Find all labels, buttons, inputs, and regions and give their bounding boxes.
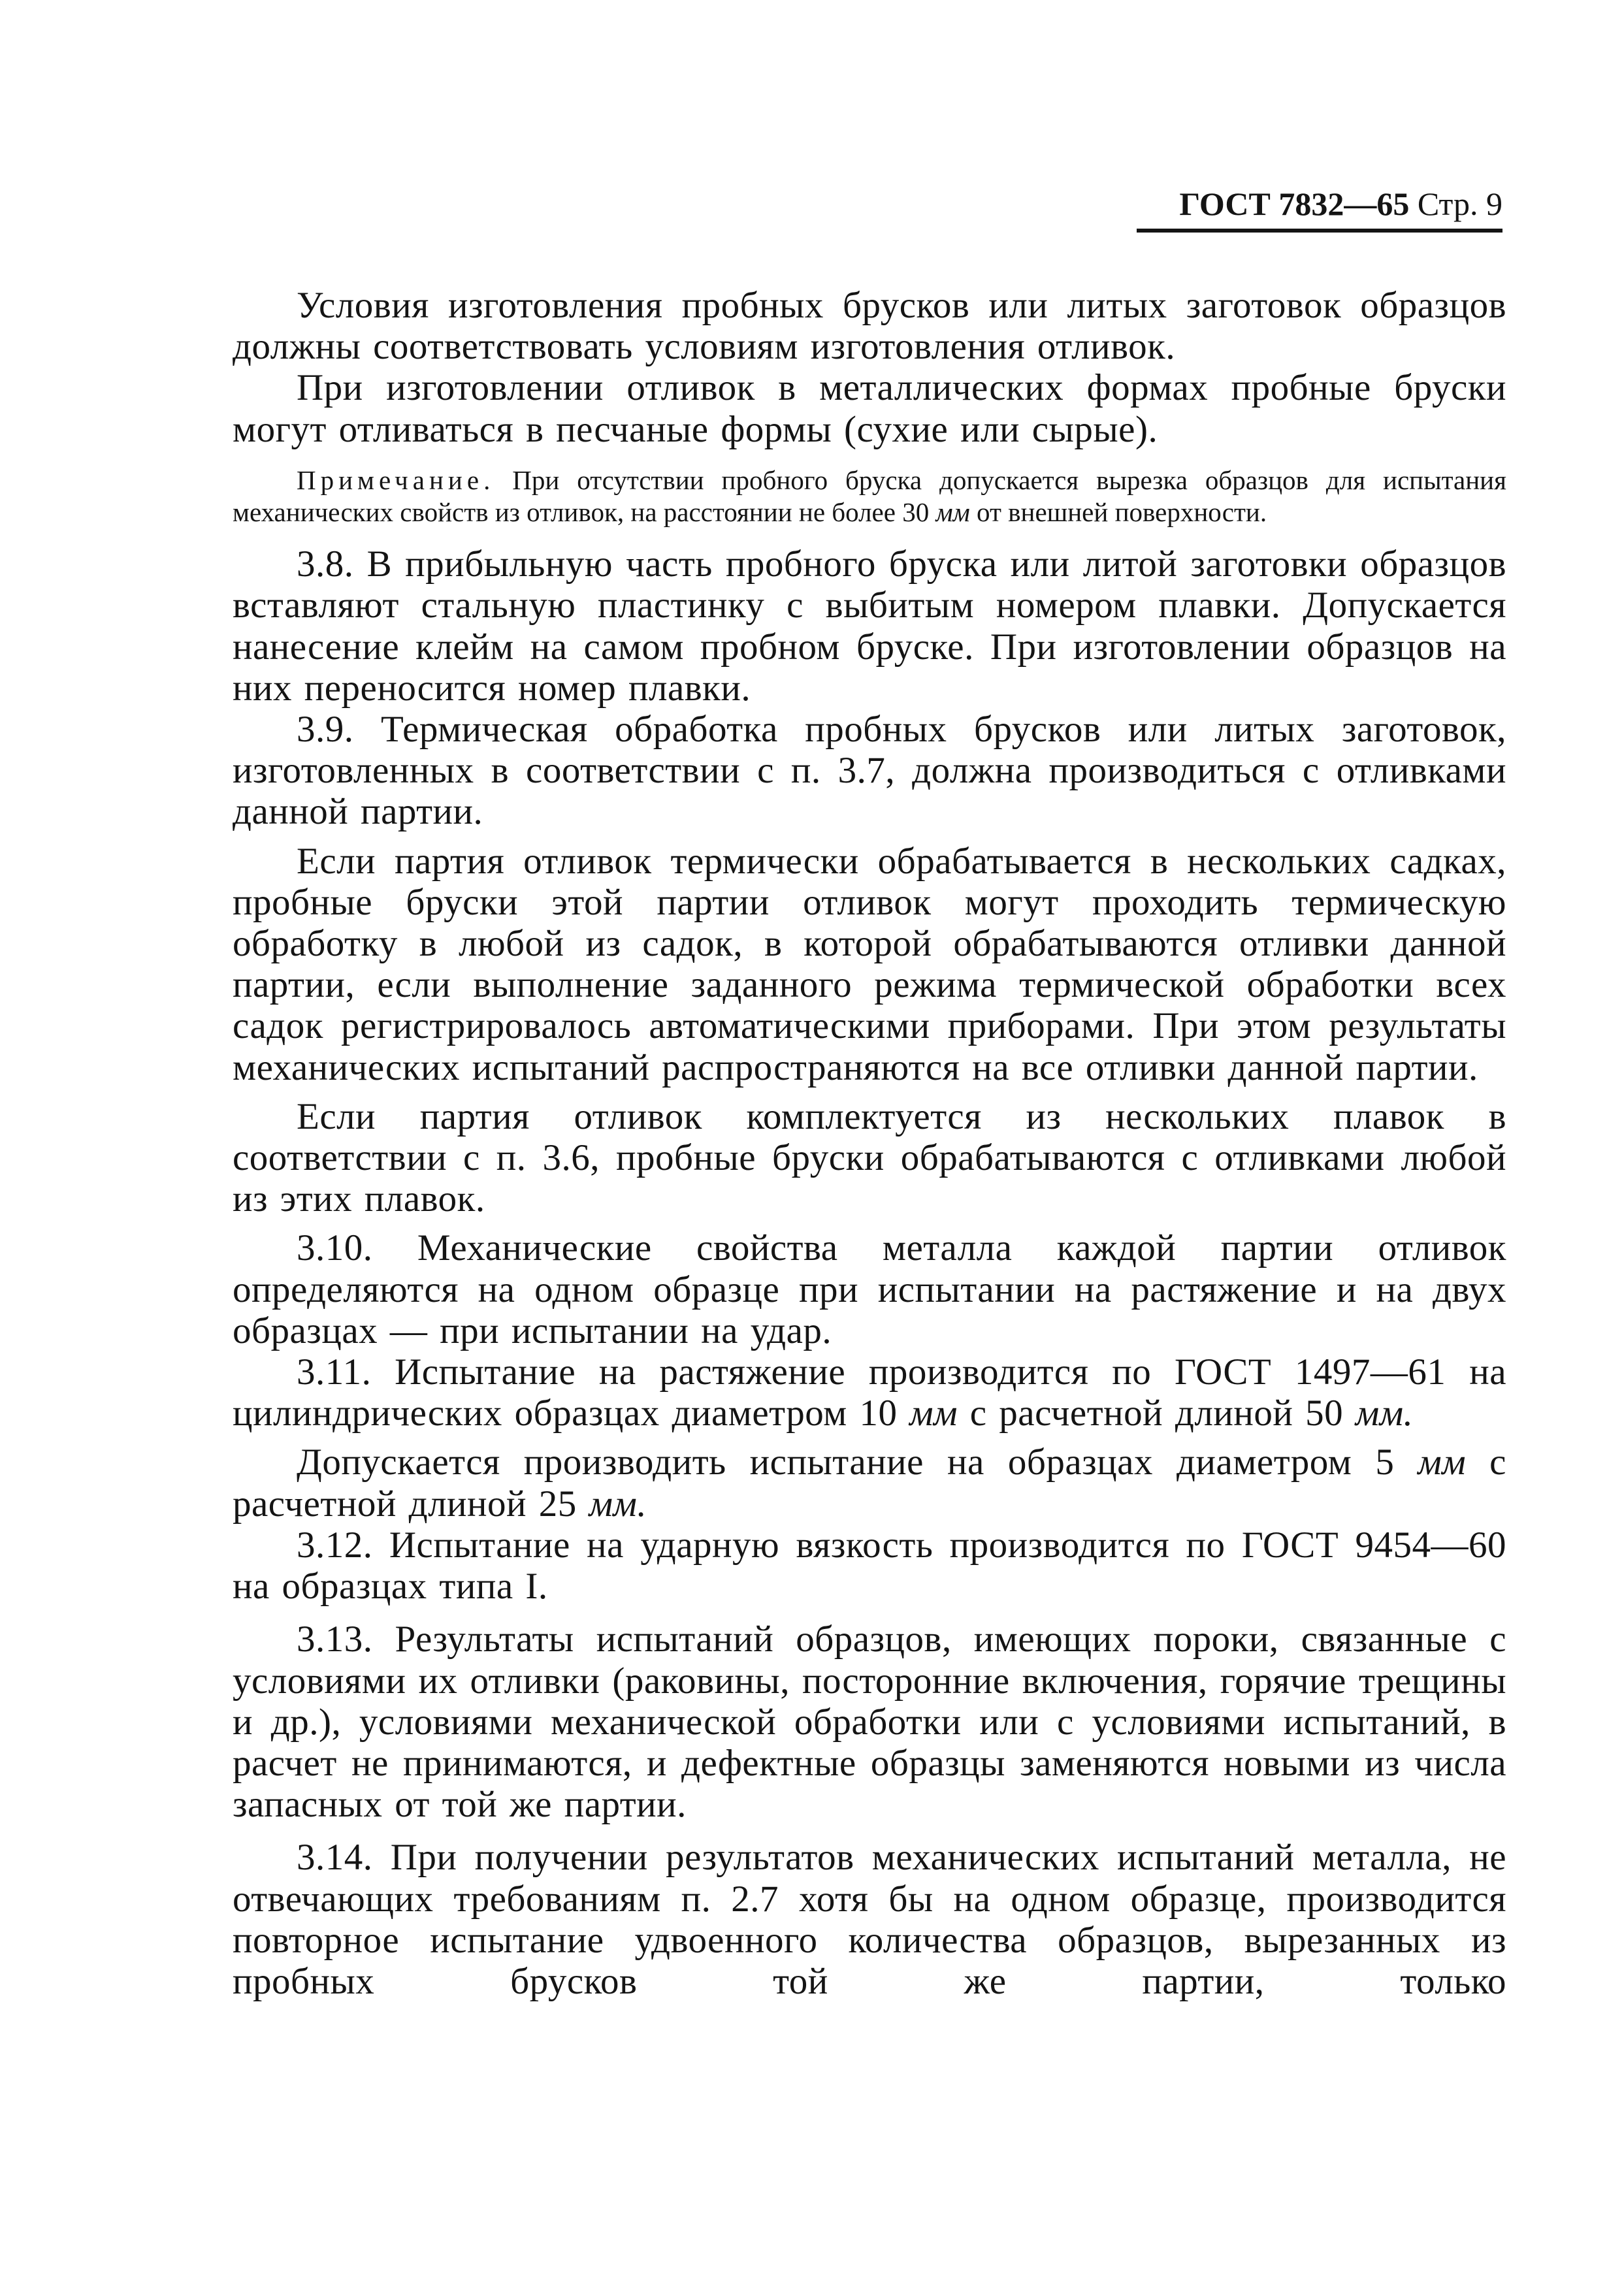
clause-3-11 bbox=[233, 1351, 1506, 1434]
note bbox=[233, 464, 1506, 528]
page-header bbox=[1137, 184, 1502, 233]
clause-3-9-heat-treatment: Если партия отливок термически обрабатывается в нескольких садках, пробные бруски этой партии отливок могут проходить термическую обработку в любой из садок, в которой обрабатываются отливки данной партии, если выполнение заданного режима термической обработки всех садок регистрировалось автоматическими приборами. При этом результаты механических испытаний распространяются на все отливки данной партии. bbox=[233, 840, 1506, 1088]
clause-3-11-allowance-unit-1: мм bbox=[1418, 1442, 1467, 1483]
note-unit: мм bbox=[935, 496, 970, 527]
page-number: Стр. 9 bbox=[1417, 186, 1502, 222]
clause-3-9: 3.9. Термическая обработка пробных брусков или литых заготовок, изготовленных в соответствии с п. 3.7, должна производиться с отливками данной партии. bbox=[233, 709, 1506, 833]
clause-3-11-unit-1: мм bbox=[909, 1393, 958, 1434]
clause-3-14: 3.14. При получении результатов механических испытаний металла, не отвечающих требованиям п. 2.7 хотя бы на одном образце, производится повторное испытание удвоенного количества образцов, вырезанных из пробных брусков той же партии, только bbox=[233, 1837, 1506, 2002]
note-label: Примечание. bbox=[297, 464, 495, 495]
clause-3-10: 3.10. Механические свойства металла каждой партии отливок определяются на одном образце при испытании на растяжение и на двух образцах — при испытании на удар. bbox=[233, 1227, 1506, 1351]
paragraph-conditions: Условия изготовления пробных брусков или литых заготовок образцов должны соответствовать условиям изготовления отливок. bbox=[233, 285, 1506, 368]
standard-number: ГОСТ 7832—65 bbox=[1179, 186, 1410, 222]
clause-3-11-unit-2: мм. bbox=[1355, 1393, 1414, 1434]
clause-3-11-text-b: с расчетной длиной 50 bbox=[958, 1393, 1356, 1434]
clause-3-11-allowance-text-a: Допускается производить испытание на образцах диаметром 5 bbox=[297, 1442, 1418, 1483]
clause-3-8: 3.8. В прибыльную часть пробного бруска или литой заготовки образцов вставляют стальную пластинку с выбитым номером плавки. Допускается нанесение клейм на самом пробном бруске. При изготовлении образцов на них переносится номер плавки. bbox=[233, 543, 1506, 709]
paragraph-metal-forms: При изготовлении отливок в металлических формах пробные бруски могут отливаться в песчаные формы (сухие или сырые). bbox=[233, 367, 1506, 450]
clause-3-11-text-a: 3.11. Испытание на растяжение производится по ГОСТ 1497—61 на цилиндрических образцах диаметром 10 bbox=[233, 1351, 1506, 1434]
clause-3-11-allowance-text-b: с расчетной длиной 25 bbox=[233, 1442, 1506, 1525]
note-text-b: от внешней поверхности. bbox=[969, 496, 1267, 527]
note-text-a: При отсутствии пробного бруска допускается вырезка образцов для испытания механических свойств из отливок, на расстоянии не более 30 bbox=[233, 464, 1506, 527]
clause-3-11-allowance-unit-2: мм. bbox=[589, 1483, 647, 1525]
clause-3-12: 3.12. Испытание на ударную вязкость производится по ГОСТ 9454—60 на образцах типа I. bbox=[233, 1524, 1506, 1607]
clause-3-11-allowance bbox=[233, 1442, 1506, 1524]
clause-3-13: 3.13. Результаты испытаний образцов, имеющих пороки, связанные с условиями их отливки (раковины, посторонние включения, горячие трещины и др.), условиями механической обработки или с условиями испытаний, в расчет не принимаются, и дефектные образцы заменяются новыми из числа запасных от той же партии. bbox=[233, 1619, 1506, 1826]
page-body bbox=[233, 285, 1506, 2002]
clause-3-9-melts: Если партия отливок комплектуется из нескольких плавок в соответствии с п. 3.6, пробные бруски обрабатываются с отливками любой из этих плавок. bbox=[233, 1095, 1506, 1220]
